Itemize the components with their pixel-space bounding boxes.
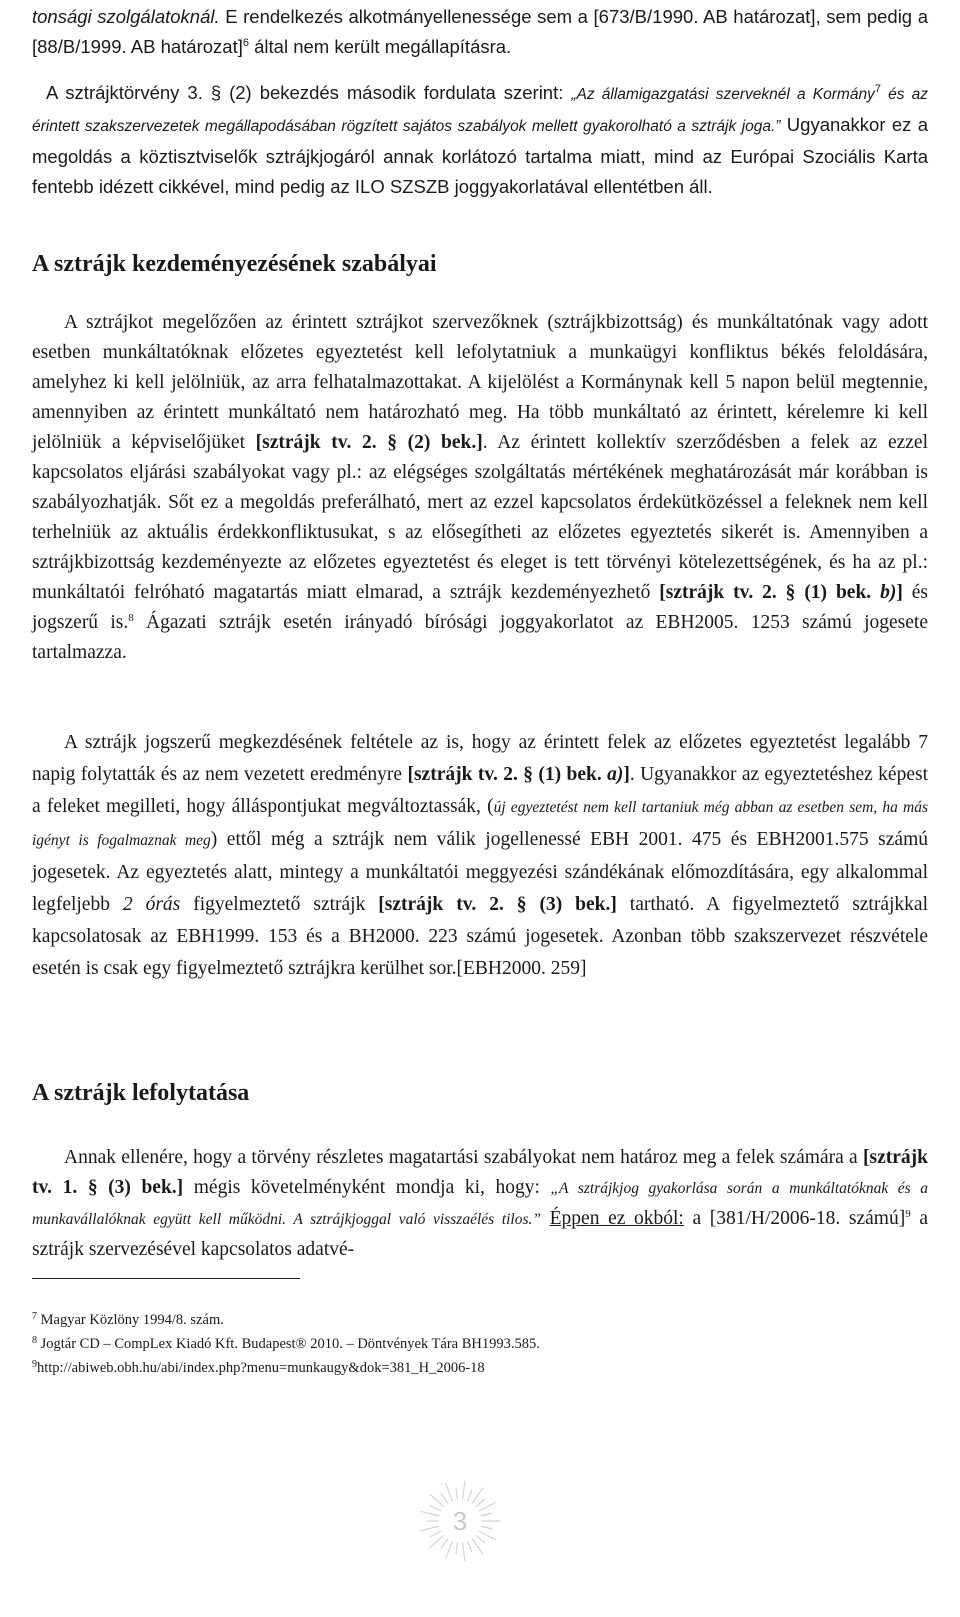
ornament-ray <box>456 1543 457 1554</box>
ornament-ray <box>441 1539 447 1548</box>
ornament-ray <box>446 1484 452 1501</box>
footnote-ref-7: 7 <box>874 83 881 95</box>
page-number-badge <box>415 1474 505 1564</box>
section-heading-conduct: A sztrájk lefolytatása <box>32 1080 250 1106</box>
ornament-ray <box>472 1488 482 1503</box>
ornament-ray <box>446 1542 452 1559</box>
paragraph-intro: tonsági szolgálatoknál. E rendelkezés alkotmányellenessége sem a [673/B/1990. AB határozat], sem pedig a [88/B/1999. AB határozat]$^6$ által nem került megállapításra. <box>32 6 928 57</box>
footnote-ref-8: 8 <box>128 612 134 624</box>
ornament-ray <box>472 1539 482 1554</box>
ornament-ray <box>430 1494 443 1506</box>
footnote-ref-9: 9 <box>905 1208 911 1220</box>
footnote-7: $^7$ Magyar Közlöny 1994/8. szám. <box>32 1311 224 1328</box>
footnote-9-link[interactable]: http://abiweb.obh.hu/abi/index.php?menu=munkaugy&dok=381_H_2006-18 <box>37 1360 485 1376</box>
ornament-ray <box>463 1543 465 1561</box>
ornament-ray <box>430 1536 443 1548</box>
ornament-ray <box>463 1481 465 1499</box>
paragraph-strike-law: A sztrájktörvény 3. § (2) bekezdés második fordulata szerint: „Az államigazgatási szerveknél a Kormány$^7$ és az érintett szakszervezetek megállapodásában rögzített sajátos szabályok mellett gyakorolható a sztrájk joga.” Ugyanakkor ez a megoldás a köztisztviselők sztrájkjogáról annak korlátozó tartalma miatt, mind az Európai Szociális Karta fentebb idézett cikkével, mind pedig az ILO SZSZB joggyakorlatával ellentétben áll. <box>32 82 928 197</box>
ornament-ray <box>476 1536 484 1543</box>
ornament-ray <box>468 1490 472 1500</box>
footnote-divider <box>32 1278 300 1279</box>
page-number: 3 <box>452 1506 468 1536</box>
ornament-ray <box>468 1542 472 1552</box>
paragraph-conduct-rules: Annak ellenére, hogy a törvény részletes magatartási szabályokat nem határoz meg a felek számára a [sztrájk tv. 1. § (3) bek.] mégis követelményként mondja ki, hogy: „A sztrájkjog gyakorlása során a munkáltatóknak és a munkavállalóknak együtt kell működni. A sztrájkjoggal való visszaélés tilos.” Éppen ez okból: a [381/H/2006-18. számú]$^9$ a sztrájk szervezésével kapcsolatos adatvé- <box>32 1147 929 1260</box>
footnote-9: $^9$http://abiweb.obh.hu/abi/index.php?menu=munkaugy&dok=381_H_2006-18 <box>32 1359 485 1376</box>
section-heading-initiation: A sztrájk kezdeményezésének szabályai <box>32 251 437 277</box>
underlined-phrase: Éppen ez okból: <box>549 1208 684 1229</box>
ornament-ray <box>441 1494 447 1503</box>
footnote-8: $^8$ Jogtár CD – CompLex Kiadó Kft. Budapest® 2010. – Döntvények Tára BH1993.585. <box>32 1335 540 1352</box>
ornament-ray <box>456 1488 457 1499</box>
paragraph-initiation-rules: A sztrájkot megelőzően az érintett sztrájkot szervezőknek (sztrájkbizottság) és munkáltatónak vagy adott esetben munkáltatóknak előzetes egyeztetést kell lefolytatniuk a munkaügyi konfliktus békés feloldására, amelyhez ki kell jelölniük, az arra felhatalmazottakat. A kijelölést a Kormánynak kell 5 napon belül megtennie, amennyiben az érintett munkáltató nem határozható meg. Ha több munkáltató az érintett, kérelemre ki kell jelölniük a képviselőjüket [sztrájk tv. 2. § (2) bek.]. Az érintett kollektív szerződésben a felek az ezzel kapcsolatos eljárási szabályokat vagy pl.: az elégséges szolgáltatás mértékének meghatározását már korábban is szabályozhatják. Sőt ez a megoldás preferálható, mert az ezzel kapcsolatos érdekütközéssel a feleknek nem kell terhelniük az aktuális érdekkonfliktusukat, s az elősegítheti az előzetes egyeztetés sikerét is. Amennyiben a sztrájkbizottság kezdeményezte az előzetes egyeztetést és eleget is tett törvényi kötelezettségének, és ha az pl.: munkáltatói felróható magatartás miatt elmarad, a sztrájk kezdeményezhető [sztrájk tv. 2. § (1) bek. b)] és jogszerű is.$^8$ Ágazati sztrájk esetén irányadó bírósági joggyakorlatot az EBH2005. 1253 számú jogesete tartalmazza. <box>32 312 928 663</box>
paragraph-lawful-start: A sztrájk jogszerű megkezdésének feltétele az is, hogy az érintett felek az előzetes egyeztetést legalább 7 napig folytatták és az nem vezetett eredményre [sztrájk tv. 2. § (1) bek. a)]. Ugyanakkor az egyeztetéshez képest a feleket megilleti, hogy álláspontjukat megváltoztassák, (új egyeztetést nem kell tartaniuk még abban az esetben sem, ha más igényt is fogalmaznak meg) ettől még a sztrájk nem válik jogellenessé EBH 2001. 475 és EBH2001.575 számú jogesetek. Az egyeztetés alatt, mintegy a munkáltatói meggyezési szándékának előmozdítására, egy alkalommal legfeljebb 2 órás figyelmeztető sztrájk [sztrájk tv. 2. § (3) bek.] tartható. A figyelmeztető sztrájkkal kapcsolatosak az EBH1999. 153 és a BH2000. 223 számú jogesetek. Azonban több szakszervezet részvétele esetén is csak egy figyelmeztető sztrájkra kerülhet sor.[EBH2000. 259] <box>32 732 928 979</box>
footnote-ref-6: 6 <box>242 37 249 49</box>
